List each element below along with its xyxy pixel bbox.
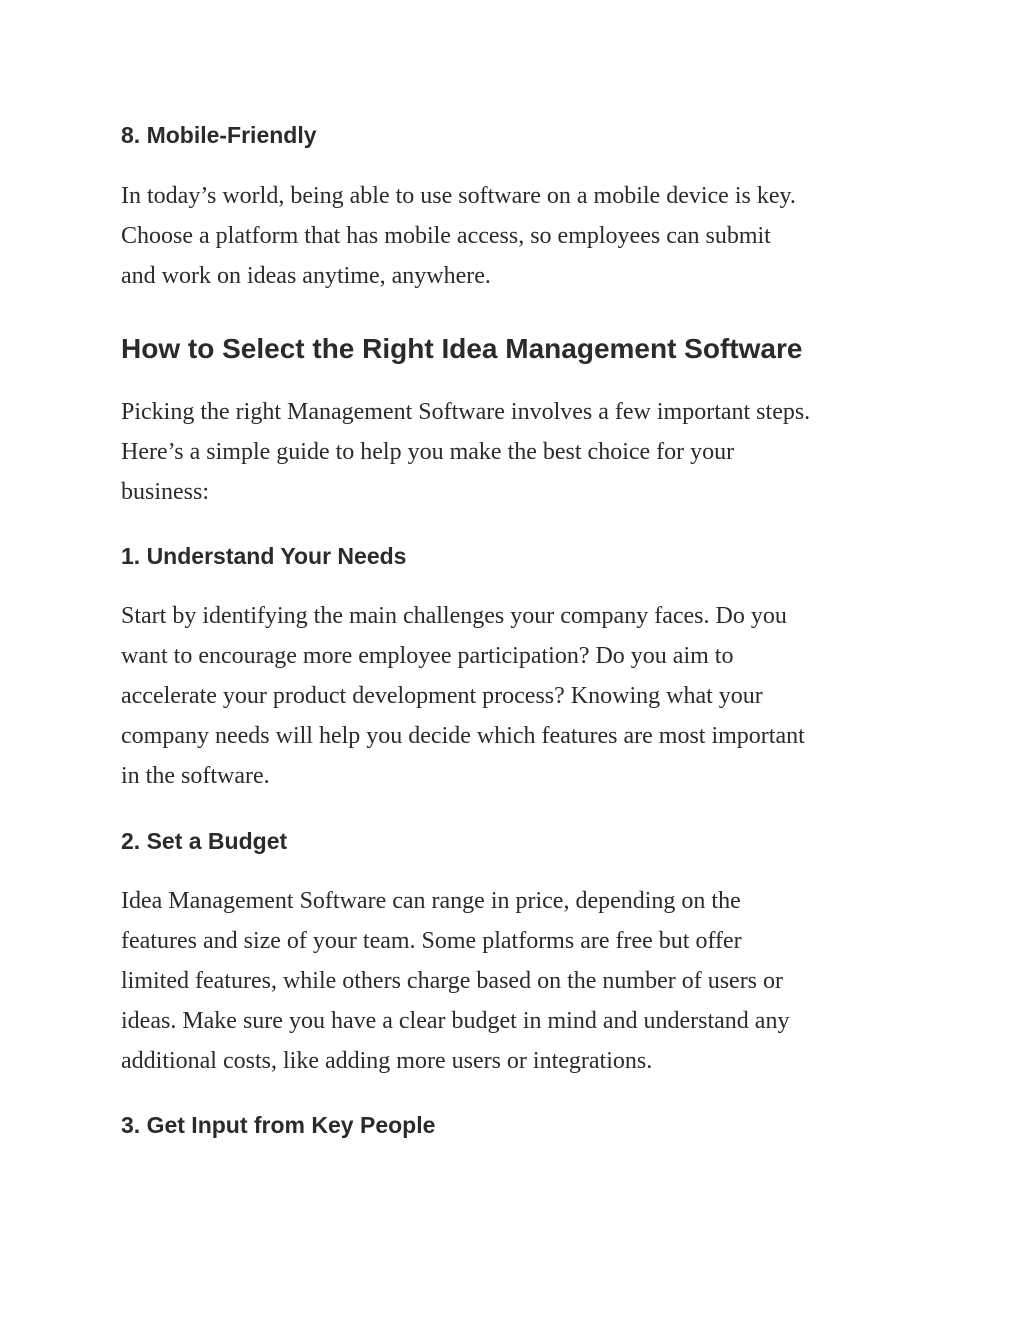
paragraph-line: Start by identifying the main challenges your company faces. Do you (121, 603, 787, 629)
paragraph-line: Here’s a simple guide to help you make the best choice for your (121, 439, 735, 465)
section-title-select-software: How to Select the Right Idea Management Software (121, 333, 803, 364)
paragraph-select-software (121, 392, 810, 512)
paragraph-line: company needs will help you decide which features are most important (121, 723, 805, 749)
section-heading-set-budget: 2. Set a Budget (121, 828, 288, 854)
paragraph-line: business: (121, 479, 210, 505)
paragraph-understand-needs (121, 596, 805, 796)
paragraph-set-budget (121, 881, 789, 1081)
paragraph-line: features and size of your team. Some platforms are free but offer (121, 928, 742, 954)
paragraph-mobile-friendly (121, 176, 796, 296)
paragraph-line: Choose a platform that has mobile access, so employees can submit (121, 223, 771, 249)
paragraph-line: limited features, while others charge based on the number of users or (121, 968, 784, 994)
paragraph-line: In today’s world, being able to use software on a mobile device is key. (121, 183, 796, 209)
paragraph-line: additional costs, like adding more users or integrations. (121, 1048, 653, 1074)
section-heading-key-people: 3. Get Input from Key People (121, 1112, 436, 1138)
paragraph-line: ideas. Make sure you have a clear budget in mind and understand any (121, 1008, 790, 1034)
section-heading-mobile-friendly: 8. Mobile-Friendly (121, 122, 317, 148)
paragraph-line: Idea Management Software can range in price, depending on the (121, 888, 741, 914)
paragraph-line: and work on ideas anytime, anywhere. (121, 263, 491, 289)
paragraph-line: accelerate your product development process? Knowing what your (121, 683, 763, 709)
paragraph-line: want to encourage more employee participation? Do you aim to (121, 643, 734, 669)
section-heading-understand-needs: 1. Understand Your Needs (121, 543, 407, 569)
paragraph-line: in the software. (121, 763, 270, 789)
paragraph-line: Picking the right Management Software involves a few important steps. (121, 399, 811, 425)
